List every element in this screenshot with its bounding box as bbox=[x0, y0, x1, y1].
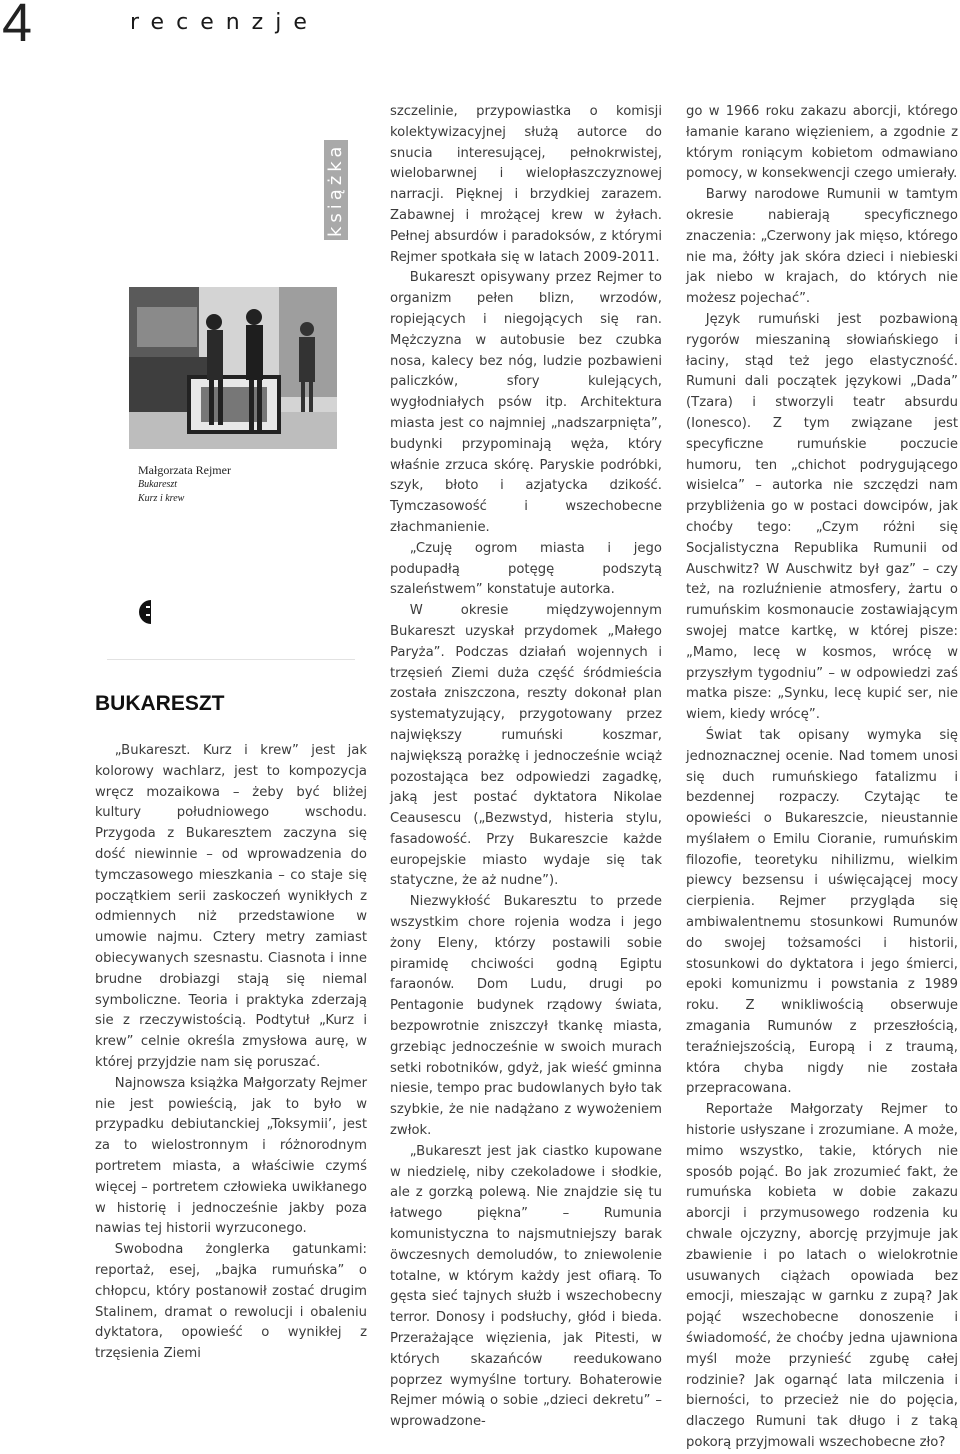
page-number: 4 bbox=[2, 0, 33, 53]
publisher-logo-icon bbox=[137, 600, 151, 624]
paragraph: Bukareszt opisywany przez Rejmer to organizm pełen blizn, wrzodów, ropiejących i niegojących się ran. Mężczyzna w autobusie bez czubka nosa, kalecy bez nóg, ludzie pozbawieni paliczków, sfory kulejących, wygłodniałych psów itp. Architektura miasta jest co najmniej „nadszarpnięta”, budynki przypominają węża, który właśnie zrzuca skórę. Paryskie podróbki, szyk, błoto i azjatycka dzikość. Tymczasowość i wszechobecne złachmanienie. bbox=[390, 270, 662, 535]
divider bbox=[107, 659, 355, 660]
article-column-1 bbox=[95, 741, 367, 1365]
paragraph: Świat tak opisany wymyka się jednoznacznej ocenie. Nad tomem unosi się duch rumuńskiego fatalizmu i bezdennej rozpaczy. Czytając te opowieści o Bukareszcie, nieustannie myślałem o Emilu Cioranie, rumuńskim filozofie, teoretyku nihilizmu, wielkim piewcy bezsensu i uświęcającej mocy cierpienia. Rejmer przygląda się ambiwalentnemu stosunkowi Rumunów do swojej tożsamości i historii, stosunkowi do dyktatora i jego śmierci, epoki komunizmu i powstania z 1989 roku. Z wnikliwością obserwuje zmagania Rumunów z przeszłością, teraźniejszością, Europą i z traumą, która chyba nigdy nie została przepracowana. bbox=[686, 727, 958, 1097]
paragraph: go w 1966 roku zakazu aborcji, którego łamanie karano więzieniem, a zgodnie z którym roniącym kobietom odmawiano pomocy, w konsekwencji czego umierały. bbox=[686, 104, 958, 182]
article-heading: BUKARESZT bbox=[95, 692, 225, 715]
paragraph: Najnowsza książka Małgorzaty Rejmer nie jest powieścią, jak to było w przypadku debiutanckiej „Toksymii’, jest za to wielostronnym i różnorodnym portretem miasta, a właściwie czymś więcej – portretem człowieka uwikłanego w historię i jednocześnie jakby poza nawias tej historii wyrzuconego. bbox=[95, 1075, 367, 1237]
paragraph: „Bukareszt. Kurz i krew” jest jak kolorowy wachlarz, jest to kompozycja wręcz mozaikowa – żeby być bliżej kultury południowego wschodu. Przygoda z Bukaresztem zaczyna się dość niewinnie – od wprowadzenia do tymczasowego mieszkania – co staje się początkiem serii zaskoczeń wynikłych z odmiennych niż przedstawione w umowie najmu. Cztery metry zamiast obiecywanych szesnastu. Ciasnota i inne brudne drobiazgi stają się niemal symboliczne. Teoria i praktyka zderzają sie z rzeczywistością. Podtytuł „Kurz i krew” celnie określa zmysłowa aurę, w której przyjdzie nam się poruszać. bbox=[95, 743, 367, 1070]
paragraph: „Bukareszt jest jak ciastko kupowane w niedzielę, niby czekoladowe i słodkie, ale z gorzką polewą. Nie znajdzie się tu łatwego piękna” – Rumunia komunistyczna to najsmutniejszy barak öwczesnych demoludów, to zniewolenie totalne, w którym każdy jest ofiarą. To gęsta sieć tajnych służb i wszechobecny terror. Donosy i podsłuchy, głód i bieda. Przerażające więzienia, jak Pitesti, w których skazańców reedukowano poprzez wymyślne tortury. Bohaterowie Rejmer mówią o sobie „dzieci dekretu” – wprowadzone- bbox=[390, 1143, 662, 1430]
book-cover bbox=[107, 270, 357, 660]
paragraph: Swobodna żonglerka gatunkami: reportaż, esej, „bajka rumuńska” o chłopcu, który postanowił zostać drugim Stalinem, dramat o rewolucji i obaleniu dyktatora, opowieść o wynikłej z trzęsienia Ziemi bbox=[95, 1242, 367, 1362]
paragraph: Niezwykłość Bukaresztu to przede wszystkim chore rojenia wodza i jego żony Eleny, którzy postawili sobie piramidę chciwości godną Egiptu faraonów. Dom Ludu, drugi po Pentagonie budynek rządowy świata, bezpowrotnie zniszczył tkankę miasta, grzebiąc jednocześnie w swoich murach setki robotników, gdyż, jak wieść gminna niesie, tempo prac budowlanych było tak szybkie, że nie nadążano z wywożeniem zwłok. bbox=[390, 894, 662, 1139]
cover-title: Bukareszt bbox=[138, 479, 178, 490]
paragraph: Barwy narodowe Rumunii w tamtym okresie nabierają specyficznego znaczenia: „Czerwony jak mięso, którego nie ma, żółty jak skóra dzieci i niebieski jak niebo w krajach, do których nie możesz pojechać”. bbox=[686, 187, 958, 307]
article-column-2 bbox=[390, 102, 662, 1433]
side-category-label: książka bbox=[324, 140, 348, 240]
cover-meta bbox=[138, 462, 231, 506]
paragraph: „Czuję ogrom miasta i jego podupadłą potęgę podszytą szaleństwem” konstatuje autorka. bbox=[390, 540, 662, 598]
paragraph: Reportaże Małgorzaty Rejmer to historie usłyszane i zrozumiane. A może, mimo wszystko, takie, których nie sposób pojąć. Bo jak zrozumieć fakt, że rumuńska kobieta w dobie zakazu aborcji i przymusowego rodzenia ku chwale ojczyzny, aborcję przyjmuje jak zbawienie i po latach o wielokrotnie usuwanych ciążach opowiada bez emocji, mieszając w garnku z zupą? Jak pojąć wszechobecne donoszenie i świadomość, że choćby jedna ujawniona myśl może przynieść zgubę całej rodzinie? Jak ogarnąć lata milczenia i bierności, to przecież nie do pojęcia, dlaczego Rumuni tak długo i z taką pokorą przyjmowali wszechobecne zło? bbox=[686, 1102, 958, 1450]
cover-photo bbox=[129, 287, 337, 449]
paragraph: szczelinie, przypowiastka o komisji kolektywizacyjnej służą autorce do snucia interesującej, pełnokrwistej, wielobarwnej i wielopłaszczyznowej narracji. Pięknej i brzydkiej zarazem. Zabawnej i mrożącej krew w żyłach. Pełnej absurdów i paradoksów, z którymi Rejmer spotkała się w latach 2009-2011. bbox=[390, 104, 662, 265]
section-title: recenzje bbox=[130, 10, 319, 35]
cover-subtitle: Kurz i krew bbox=[138, 493, 185, 504]
paragraph: Język rumuński jest pozbawioną rygorów mieszaniną słowiańskiego i łaciny, stąd też jego elastyczność. Rumuni dali początek językowi „Dada” (Tzara) i stworzyli teatr absurdu (Ionesco). Z tym związane jest specyficzne rumuńskie poczucie humoru, ten „chichot podrygującego wisielca” – autorka nie szczędzi nam przybliżenia go w postaci dowcipów, jak choćby tego: „Czym różni się Socjalistyczna Republika Rumunii od Auschwitz? W Auschwitz był gaz” – czy też, na rozluźnienie atmosfery, żartu o rumuńskim kosmonaucie zostawiającym swojej matce kartkę, w której pisze: „Mamo, lecę w kosmos, wrócę w przyszłym tygodniu” – w odpowiedzi zaś matka pisze: „Synku, lecę kupić ser, nie wiem, kiedy wrócę”. bbox=[686, 311, 958, 723]
cover-author: Małgorzata Rejmer bbox=[138, 463, 231, 477]
paragraph: W okresie międzywojennym Bukareszt uzyskał przydomek „Małego Paryża”. Podczas działań wojennych i trzęsień Ziemi duża część śródmieścia została zniszczona, reszty dokonał plan systematyzujący, przygotowany przez największy rumuński koszmar, największą porażkę i jednocześnie wciąż pozostająca bez odpowiedzi zagadkę, jaką jest postać dyktatora Nikolae Ceausescu („Bezwstyd, histeria stylu, fasadowość. Przy Bukareszcie każde europejskie miasto wydaje się tak statyczne, że aż nudne”). bbox=[390, 603, 662, 889]
article-column-3 bbox=[686, 102, 958, 1454]
